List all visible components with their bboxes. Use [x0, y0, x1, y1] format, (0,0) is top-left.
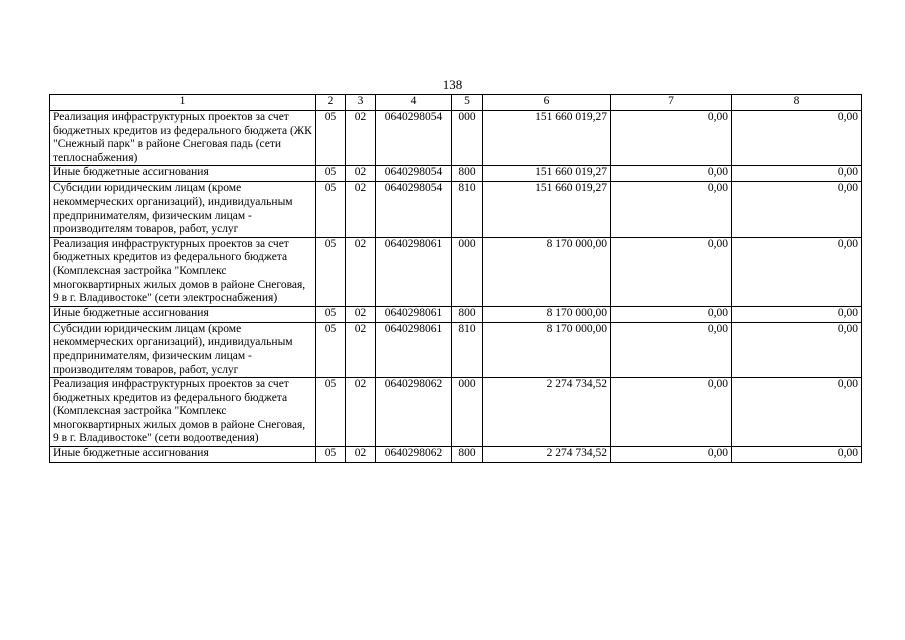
amount-col-8: 0,00 [732, 306, 862, 322]
column-header: 7 [611, 95, 732, 111]
row-description: Иные бюджетные ассигнования [50, 306, 316, 322]
expense-type-code: 810 [452, 322, 483, 377]
table-row [50, 378, 862, 447]
amount-col-7: 0,00 [611, 237, 732, 306]
section-code: 05 [316, 237, 346, 306]
expense-type-code: 000 [452, 111, 483, 166]
amount-col-8: 0,00 [732, 111, 862, 166]
row-description: Субсидии юридическим лицам (кроме некоммерческих организаций), индивидуальным предпринимателям, физическим лицам - производителям товаров, работ, услуг [50, 322, 316, 377]
amount-col-8: 0,00 [732, 166, 862, 182]
row-description: Реализация инфраструктурных проектов за счет бюджетных кредитов из федерального бюджета (Комплексная застройка "Комплекс многоквартирных жилых домов в районе Снеговая, 9 в г. Владивостоке" (сети электроснабжения) [50, 237, 316, 306]
target-article-code: 0640298054 [376, 166, 452, 182]
amount-col-8: 0,00 [732, 182, 862, 237]
section-code: 05 [316, 166, 346, 182]
amount-col-8: 0,00 [732, 237, 862, 306]
subsection-code: 02 [346, 378, 376, 447]
expense-type-code: 810 [452, 182, 483, 237]
budget-table [49, 94, 862, 463]
column-header: 4 [376, 95, 452, 111]
target-article-code: 0640298054 [376, 111, 452, 166]
amount-col-7: 0,00 [611, 378, 732, 447]
amount-col-6: 8 170 000,00 [483, 306, 611, 322]
subsection-code: 02 [346, 322, 376, 377]
table-row [50, 322, 862, 377]
expense-type-code: 800 [452, 447, 483, 463]
expense-type-code: 800 [452, 166, 483, 182]
column-header: 2 [316, 95, 346, 111]
row-description: Иные бюджетные ассигнования [50, 447, 316, 463]
subsection-code: 02 [346, 111, 376, 166]
table-row [50, 306, 862, 322]
table-header-row [50, 95, 862, 111]
amount-col-7: 0,00 [611, 111, 732, 166]
subsection-code: 02 [346, 237, 376, 306]
column-header: 1 [50, 95, 316, 111]
column-header: 5 [452, 95, 483, 111]
amount-col-8: 0,00 [732, 378, 862, 447]
amount-col-6: 151 660 019,27 [483, 111, 611, 166]
row-description: Иные бюджетные ассигнования [50, 166, 316, 182]
amount-col-6: 151 660 019,27 [483, 166, 611, 182]
amount-col-6: 2 274 734,52 [483, 447, 611, 463]
section-code: 05 [316, 306, 346, 322]
row-description: Реализация инфраструктурных проектов за счет бюджетных кредитов из федерального бюджета (Комплексная застройка "Комплекс многоквартирных жилых домов в районе Снеговая, 9 в г. Владивостоке" (сети водоотведения) [50, 378, 316, 447]
amount-col-7: 0,00 [611, 447, 732, 463]
target-article-code: 0640298061 [376, 237, 452, 306]
amount-col-6: 151 660 019,27 [483, 182, 611, 237]
expense-type-code: 000 [452, 237, 483, 306]
subsection-code: 02 [346, 166, 376, 182]
target-article-code: 0640298061 [376, 322, 452, 377]
column-header: 6 [483, 95, 611, 111]
amount-col-8: 0,00 [732, 447, 862, 463]
table-row [50, 111, 862, 166]
amount-col-7: 0,00 [611, 306, 732, 322]
section-code: 05 [316, 182, 346, 237]
table-row [50, 447, 862, 463]
table-row [50, 182, 862, 237]
section-code: 05 [316, 322, 346, 377]
row-description: Субсидии юридическим лицам (кроме некоммерческих организаций), индивидуальным предпринимателям, физическим лицам - производителям товаров, работ, услуг [50, 182, 316, 237]
amount-col-6: 8 170 000,00 [483, 322, 611, 377]
amount-col-6: 8 170 000,00 [483, 237, 611, 306]
target-article-code: 0640298062 [376, 447, 452, 463]
amount-col-7: 0,00 [611, 182, 732, 237]
section-code: 05 [316, 111, 346, 166]
amount-col-7: 0,00 [611, 322, 732, 377]
target-article-code: 0640298062 [376, 378, 452, 447]
subsection-code: 02 [346, 447, 376, 463]
table-row [50, 166, 862, 182]
target-article-code: 0640298061 [376, 306, 452, 322]
expense-type-code: 800 [452, 306, 483, 322]
page-number: 138 [442, 77, 463, 92]
section-code: 05 [316, 447, 346, 463]
amount-col-7: 0,00 [611, 166, 732, 182]
row-description: Реализация инфраструктурных проектов за счет бюджетных кредитов из федерального бюджета (ЖК "Снежный парк" в районе Снеговая падь (сети теплоснабжения) [50, 111, 316, 166]
amount-col-6: 2 274 734,52 [483, 378, 611, 447]
amount-col-8: 0,00 [732, 322, 862, 377]
section-code: 05 [316, 378, 346, 447]
expense-type-code: 000 [452, 378, 483, 447]
column-header: 8 [732, 95, 862, 111]
subsection-code: 02 [346, 306, 376, 322]
target-article-code: 0640298054 [376, 182, 452, 237]
subsection-code: 02 [346, 182, 376, 237]
table-row [50, 237, 862, 306]
column-header: 3 [346, 95, 376, 111]
